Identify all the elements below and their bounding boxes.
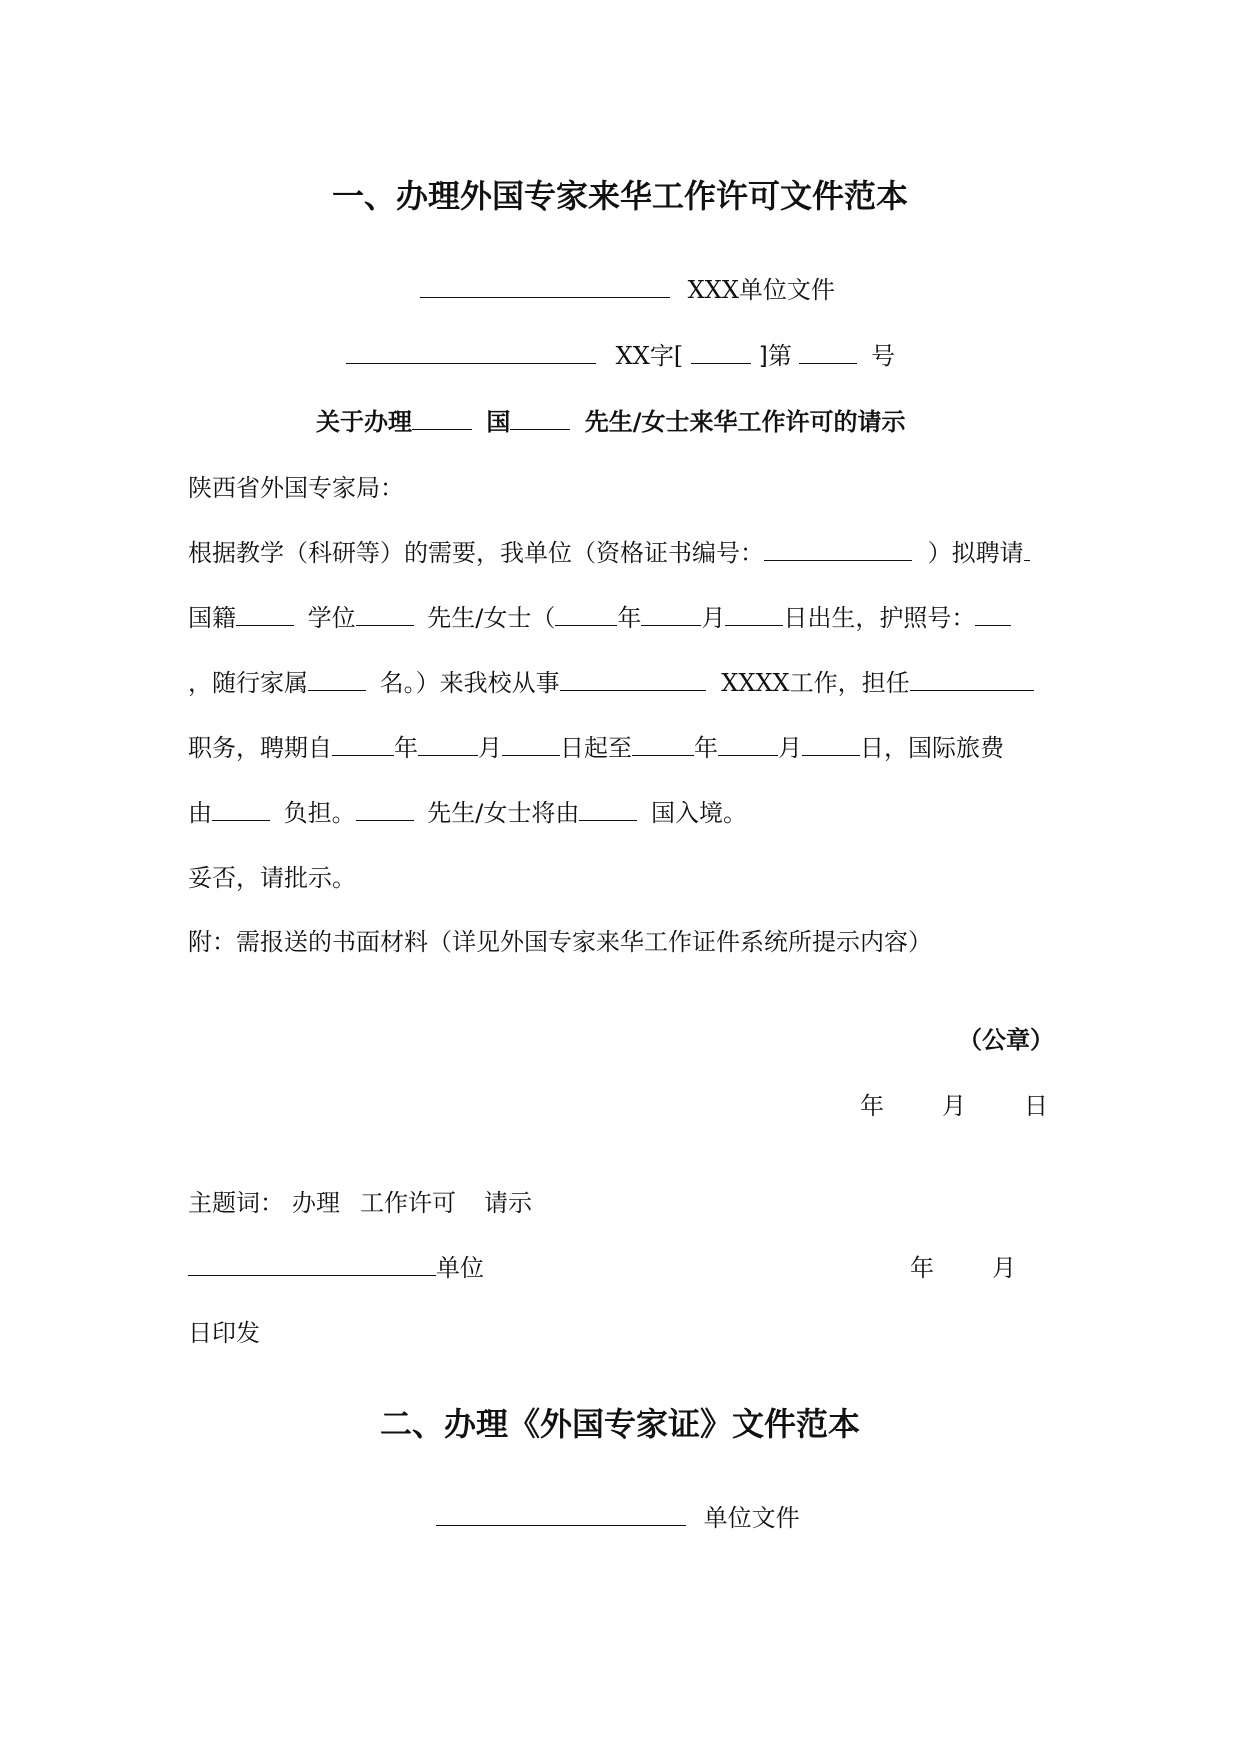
section2-unit-document-line xyxy=(436,1502,800,1534)
entrant-name-blank[interactable] xyxy=(356,798,414,821)
doc-number-mid: ]第 xyxy=(758,342,792,370)
certificate-number-blank[interactable] xyxy=(764,538,912,561)
signature-date xyxy=(860,1090,1048,1122)
start-month-blank[interactable] xyxy=(418,733,478,756)
body-gender-label: 先生/女士（ xyxy=(427,604,556,632)
doc-number-suffix: 号 xyxy=(871,342,896,370)
document-number-line xyxy=(346,340,895,372)
attachment-note: 附：需报送的书面材料（详见外国专家来华工作证件系统所提示内容） xyxy=(188,928,932,956)
request-title-part1: 关于办理 xyxy=(316,408,412,436)
keyword-3: 请示 xyxy=(484,1189,532,1217)
body-family-label: ，随行家属 xyxy=(188,669,308,697)
body-nationality-label: 国籍 xyxy=(188,604,236,632)
unit-name-blank[interactable] xyxy=(420,275,670,298)
position-blank[interactable] xyxy=(910,668,1034,691)
request-title-part2: 国 xyxy=(486,408,511,436)
passport-number-blank[interactable] xyxy=(975,603,1011,626)
doc-number-prefix: XX字[ xyxy=(615,342,684,370)
body-term-label: 职务，聘期自 xyxy=(188,734,332,762)
work-field-blank[interactable] xyxy=(560,668,706,691)
request-country-blank[interactable] xyxy=(412,407,472,430)
body-degree-label: 学位 xyxy=(307,604,356,632)
birth-day-blank[interactable] xyxy=(725,603,783,626)
body-work-label: 名。）来我校从事 xyxy=(379,669,560,697)
issue-line xyxy=(188,1252,484,1284)
body-line-3 xyxy=(188,667,1034,699)
travel-payer-blank[interactable] xyxy=(212,798,270,821)
unit-doc-label: XXX单位文件 xyxy=(687,276,835,304)
closing: 妥否，请批示。 xyxy=(188,864,356,892)
end-year-blank[interactable] xyxy=(632,733,694,756)
request-name-blank[interactable] xyxy=(510,407,570,430)
degree-blank[interactable] xyxy=(356,603,414,626)
body-by-label: 由 xyxy=(188,799,212,827)
keyword-1: 办理 xyxy=(292,1189,340,1217)
end-day-blank[interactable] xyxy=(802,733,860,756)
underline-tail xyxy=(1024,538,1030,561)
body-position-label: 工作，担任 xyxy=(789,669,910,697)
end-month-label: 月 xyxy=(778,734,802,762)
end-year-label: 年 xyxy=(694,734,718,762)
official-seal: （公章） xyxy=(958,1026,1054,1054)
keywords-line xyxy=(188,1187,532,1219)
addressee: 陕西省外国专家局： xyxy=(188,474,404,502)
keywords-label: 主题词： xyxy=(188,1189,284,1217)
keyword-2: 工作许可 xyxy=(360,1189,456,1217)
section2-unit-name-blank[interactable] xyxy=(436,1503,686,1526)
section1-title: 一、办理外国专家来华工作许可文件范本 xyxy=(331,177,908,215)
end-month-blank[interactable] xyxy=(718,733,778,756)
section2-unit-doc-label: 单位文件 xyxy=(703,1504,800,1532)
birth-year-blank[interactable] xyxy=(555,603,617,626)
body-until-label: 日起至 xyxy=(560,734,632,762)
body-enter-country-label: 国入境。 xyxy=(651,799,748,827)
body-line-1 xyxy=(188,537,1030,569)
work-placeholder: XXXX xyxy=(721,669,790,697)
body-travel-label: ，国际旅费 xyxy=(884,734,1004,762)
birth-year-label: 年 xyxy=(617,604,642,632)
section2-title: 二、办理《外国专家证》文件范本 xyxy=(379,1405,860,1443)
birth-month-label: 月 xyxy=(701,604,726,632)
request-title-part3: 先生/女士来华工作许可的请示 xyxy=(584,408,906,436)
request-title xyxy=(316,406,905,438)
date-year: 年 xyxy=(860,1092,884,1120)
issue-day-printed: 日印发 xyxy=(188,1319,260,1347)
body-entry-label: 先生/女士将由 xyxy=(427,799,580,827)
doc-number-blank[interactable] xyxy=(799,341,857,364)
start-day-blank[interactable] xyxy=(502,733,560,756)
date-day: 日 xyxy=(1024,1092,1048,1120)
body-l1a: 根据教学（科研等）的需要，我单位（资格证书编号： xyxy=(188,539,764,567)
issuing-unit-blank[interactable] xyxy=(188,1253,436,1276)
birth-month-blank[interactable] xyxy=(641,603,701,626)
doc-number-unit-blank[interactable] xyxy=(346,341,596,364)
birth-label: 日出生，护照号： xyxy=(783,604,976,632)
date-month: 月 xyxy=(942,1092,966,1120)
start-year-label: 年 xyxy=(394,734,418,762)
entry-country-blank[interactable] xyxy=(579,798,637,821)
issue-month: 月 xyxy=(992,1254,1016,1282)
end-day-label: 日 xyxy=(860,734,884,762)
start-year-blank[interactable] xyxy=(332,733,394,756)
body-line-4 xyxy=(188,732,1004,764)
body-line-5 xyxy=(188,797,747,829)
family-count-blank[interactable] xyxy=(308,668,366,691)
body-line-2 xyxy=(188,602,1011,634)
unit-document-line xyxy=(420,274,835,306)
body-l1b: ）拟聘请 xyxy=(927,539,1024,567)
start-month-label: 月 xyxy=(478,734,502,762)
doc-year-blank[interactable] xyxy=(691,341,751,364)
body-bear-label: 负担。 xyxy=(283,799,356,827)
nationality-blank[interactable] xyxy=(236,603,294,626)
issue-year: 年 xyxy=(910,1254,934,1282)
issue-unit-label: 单位 xyxy=(436,1254,484,1282)
issue-date xyxy=(910,1252,1016,1284)
